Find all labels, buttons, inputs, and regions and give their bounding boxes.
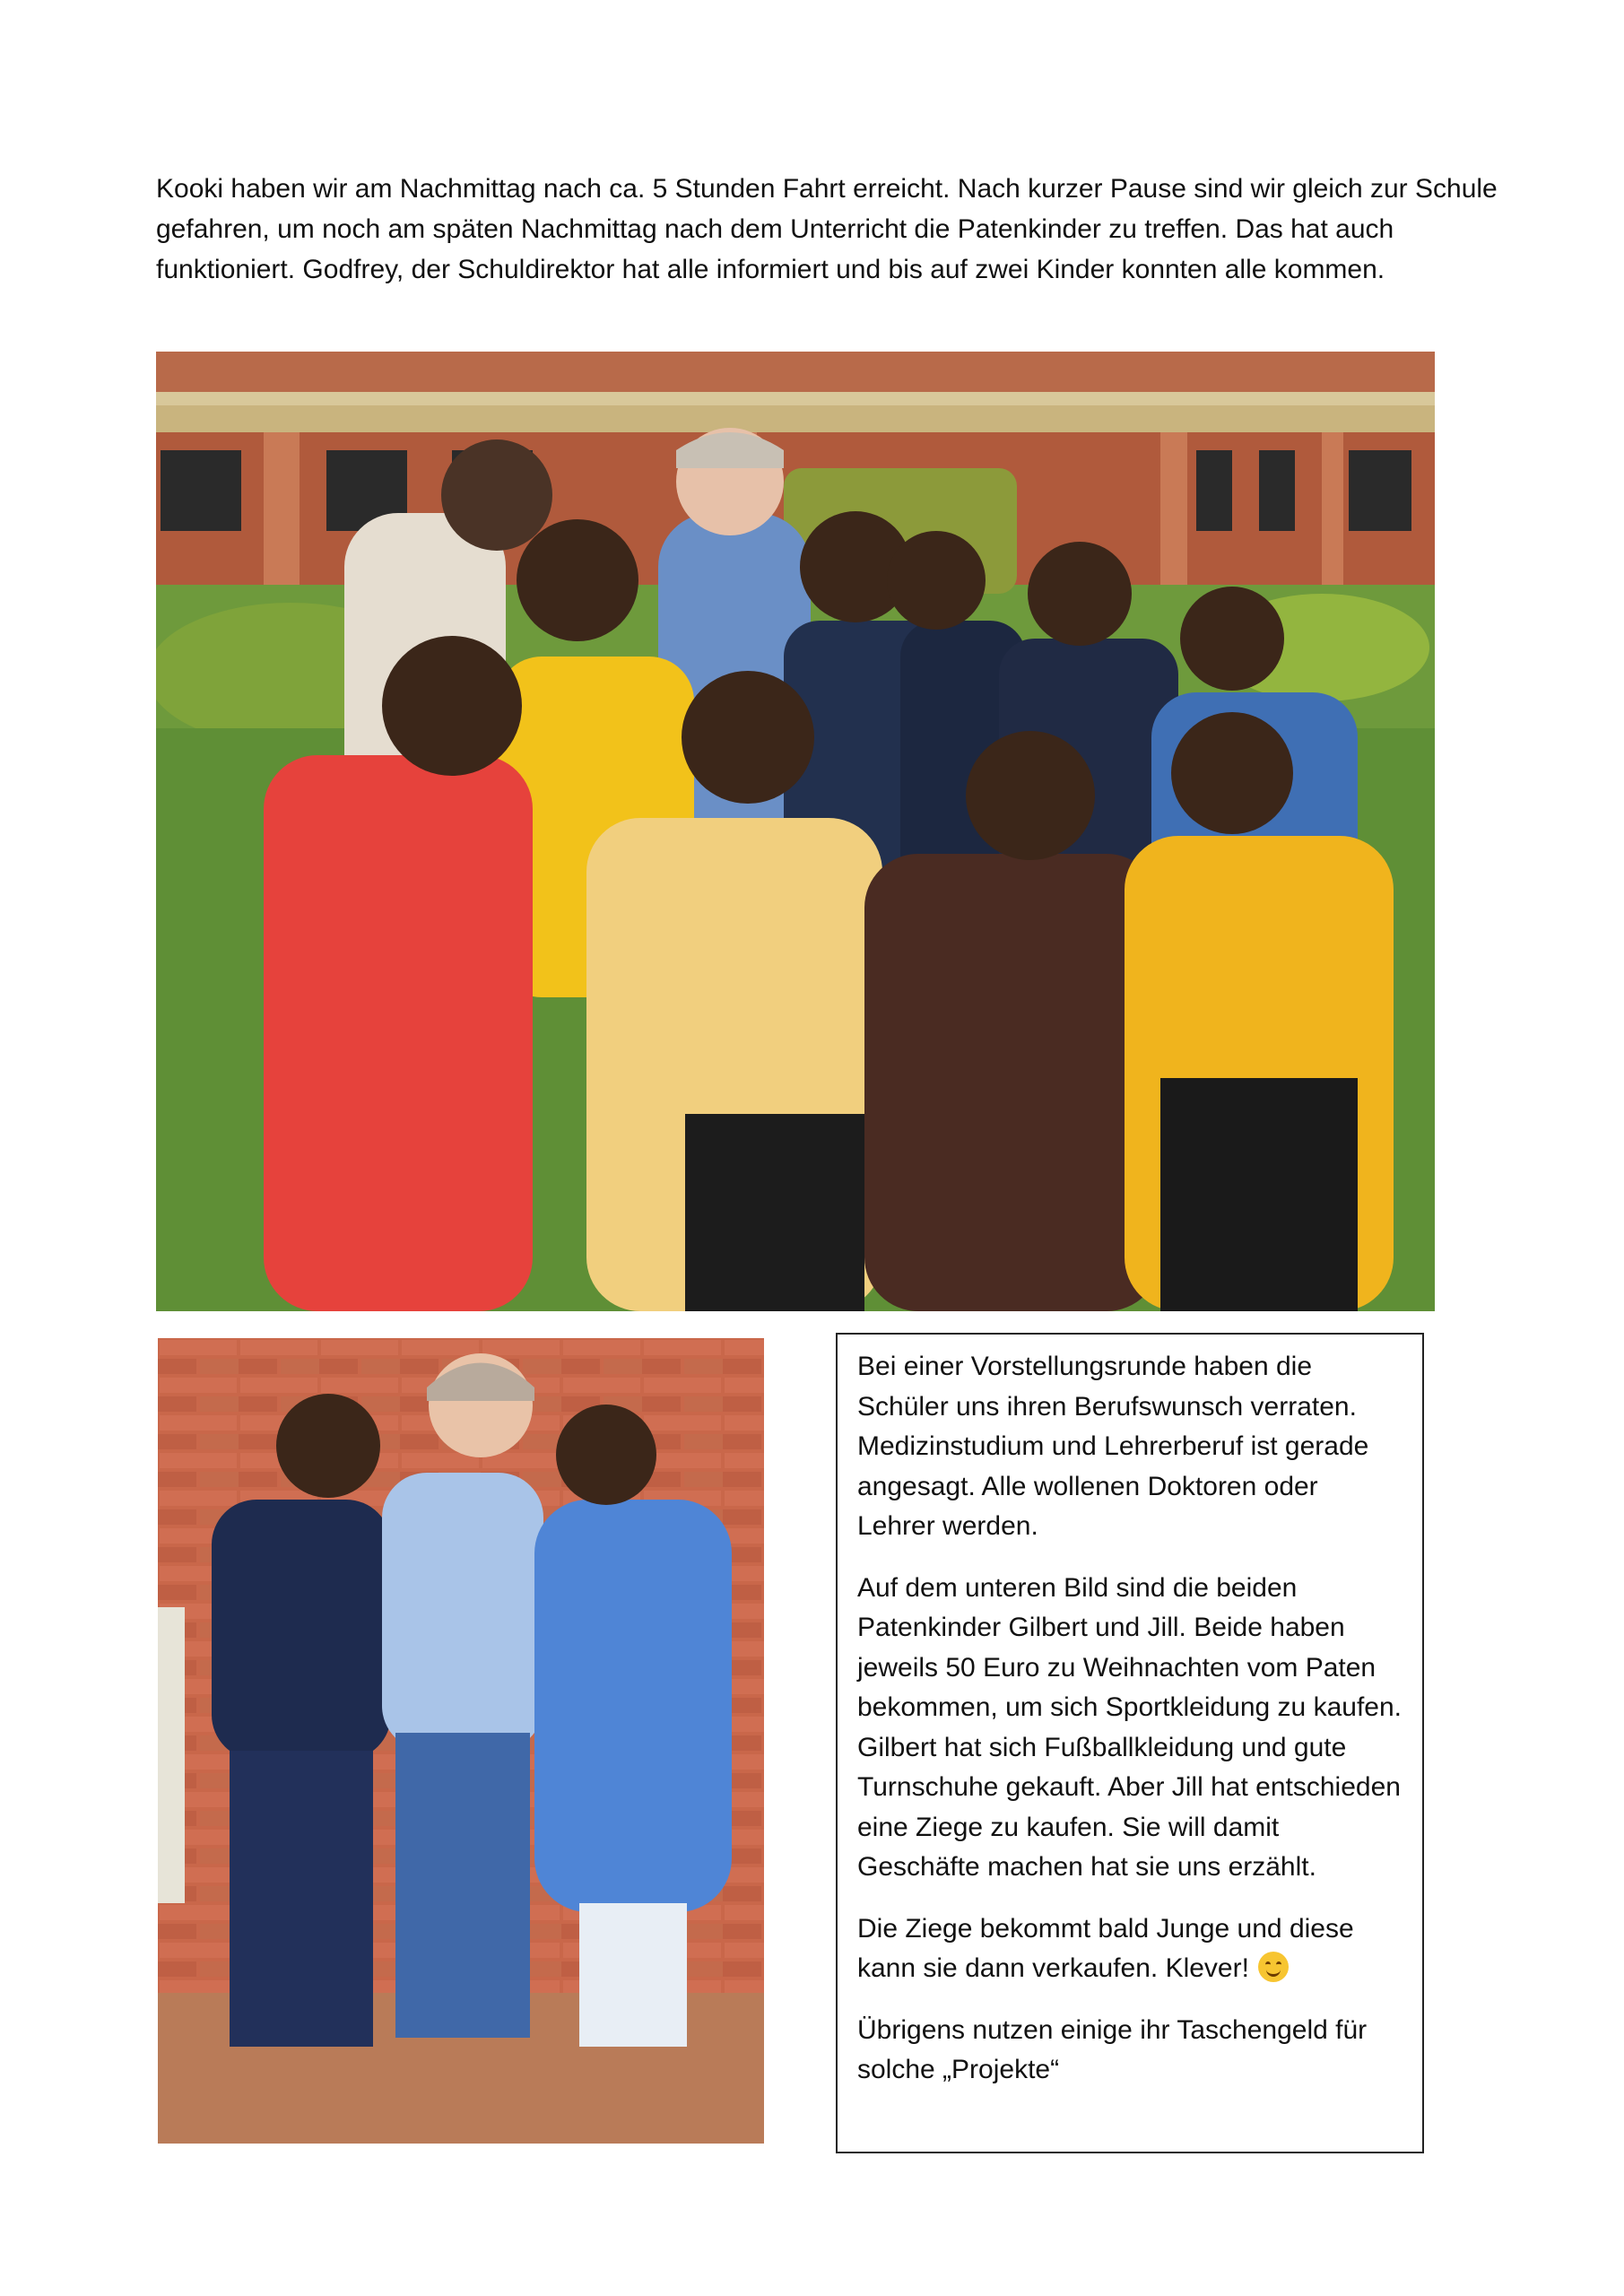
pair-photo — [158, 1338, 764, 2144]
pair-photo-image — [158, 1338, 764, 2144]
textbox-paragraph-3 — [857, 1909, 1403, 1989]
intro-paragraph: Kooki haben wir am Nachmittag nach ca. 5 Stunden Fahrt erreicht. Nach kurzer Pause sind wir gleich zur Schule gefahren, um noch am späten Nachmittag nach dem Unterricht die Patenkinder zu treffen. Das hat auch funktioniert. Godfrey, der Schuldirektor hat alle informiert und bis auf zwei Kinder konnten alle kommen. — [156, 174, 1498, 284]
group-photo-image — [156, 352, 1435, 1311]
textbox-paragraph-2: Auf dem unteren Bild sind die beiden Patenkinder Gilbert und Jill. Beide haben jeweils 50 Euro zu Weihnachten vom Paten bekommen, um sich Sportkleidung zu kaufen. Gilbert hat sich Fußballkleidung und gute Turnschuhe gekauft. Aber Jill hat entschieden eine Ziege zu kaufen. Sie will damit Geschäfte machen hat sie uns erzählt. — [857, 1572, 1402, 1882]
story-textbox — [836, 1333, 1424, 2153]
group-photo — [156, 352, 1435, 1311]
textbox-paragraph-4: Übrigens nutzen einige ihr Taschengeld für solche „Projekte“ — [857, 2014, 1368, 2084]
smiling-face-emoji-icon — [1258, 1952, 1289, 1982]
textbox-paragraph-1: Bei einer Vorstellungsrunde haben die Schüler uns ihren Berufswunsch verraten. Medizinstudium und Lehrerberuf ist gerade angesagt. Alle wollenen Doktoren oder Lehrer werden. — [857, 1352, 1369, 1541]
textbox-paragraph-3-text: Die Ziege bekommt bald Junge und diese kann sie dann verkaufen. Klever! — [857, 1913, 1354, 1983]
